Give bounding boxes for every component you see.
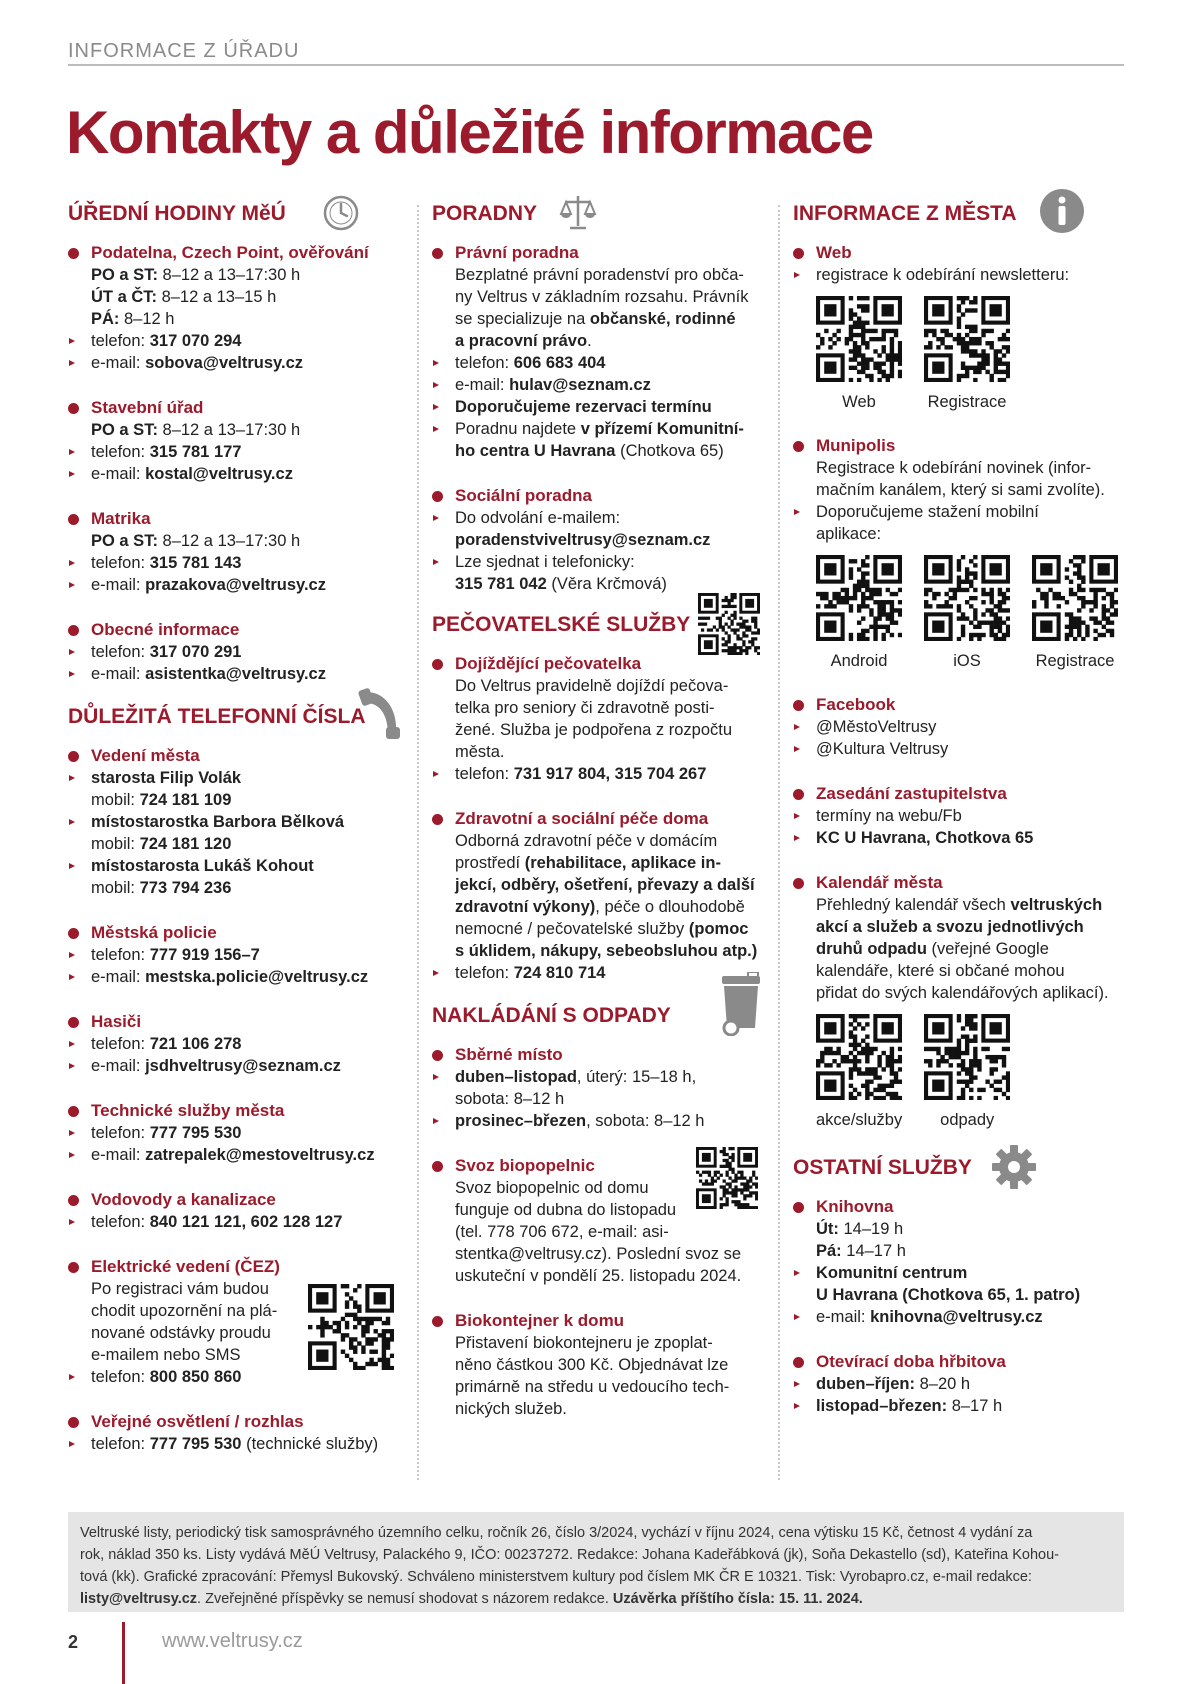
web-qr-code[interactable] (816, 296, 902, 382)
block-title: Facebook (793, 694, 1127, 716)
svoz-block: Svoz biopopelnic Svoz biopopelnic od domu funguje od dubna do listopadu (tel. 778 706 672, e-mail: asi- stentka@veltrusy.cz). Poslední svoz se uskuteční v pondělí 25. listopadu 2024. (432, 1155, 768, 1287)
block-title: Sociální poradna (432, 485, 768, 507)
akce-qr-code[interactable] (816, 1014, 902, 1100)
zdravotni-block: Zdravotní a sociální péče doma Odborná zdravotní péče v domácím prostředí (rehabilitace, aplikace in- jekcí, odběry, ošetření, převazy a další zdravotní výkony), péče o dlouhodobě nemocné / pečovatelské služby (pomoc s úklidem, nákupy, sebeobsluhou atp.) telefon: 724 810 714 (432, 808, 768, 984)
phone-number: 777 795 530 (149, 1124, 242, 1142)
socialni-block: Sociální poradna Do odvolání e-mailem: poradenstviveltrusy@seznam.cz Lze sjednat i telefonicky: 315 781 042 (Věra Krčmová) (432, 485, 768, 595)
policie-block: Městská policie telefon: 777 919 156–7 e-mail: mestska.policie@veltrusy.cz (68, 922, 408, 988)
podatelna-block: Podatelna, Czech Point, ověřování PO a ST: 8–12 a 13–17:30 h ÚT a ČT: 8–12 a 13–15 h PÁ: 8–12 h telefon: 317 070 294 e-mail: sobova@veltrusy.cz (68, 242, 408, 374)
page-number: 2 (68, 1632, 79, 1652)
block-title: Otevírací doba hřbitova (793, 1351, 1127, 1373)
phone-number: 606 683 404 (513, 354, 606, 372)
section-label: INFORMACE Z ÚŘADU (68, 40, 300, 62)
website-link[interactable]: www.veltrusy.cz (162, 1630, 303, 1652)
column-divider (778, 205, 780, 1480)
trash-bin-icon (718, 972, 764, 1048)
block-title: Obecné informace (68, 619, 408, 641)
block-title: Hasiči (68, 1011, 408, 1033)
phone-number: 724 181 109 (139, 791, 232, 809)
phone-number: 315 781 177 (149, 443, 242, 461)
section-heading: ÚŘEDNÍ HODINY MěÚ (68, 196, 408, 232)
phone-number: 800 850 860 (149, 1368, 242, 1386)
android-qr-code[interactable] (816, 555, 902, 641)
scales-icon (558, 192, 598, 244)
block-title: Vedení města (68, 745, 408, 767)
phone-number: 721 106 278 (149, 1035, 242, 1053)
ios-qr-code[interactable] (924, 555, 1010, 641)
header-divider (68, 64, 1124, 66)
clock-icon (322, 194, 360, 244)
pravni-block: Právní poradna Bezplatné právní poradenství pro obča- ny Veltrus v základním rozsahu. Právník se specializuje na občanské, rodinné a pracovní právo. telefon: 606 683 404 e-mail: hulav@seznam.cz Doporučujeme rezervaci termínu Poradnu najdete v přízemí Komunitní- ho centra U Havrana (Chotkova 65) (432, 242, 768, 462)
block-title: Veřejné osvětlení / rozhlas (68, 1411, 408, 1433)
web-block: Web registrace k odebírání newsletteru: Web Registrace (793, 242, 1127, 412)
obecne-block: Obecné informace telefon: 317 070 291 e-mail: asistentka@veltrusy.cz (68, 619, 408, 685)
block-title: Zasedání zastupitelstva (793, 783, 1127, 805)
facebook-block (793, 694, 1127, 760)
block-title: Technické služby města (68, 1100, 408, 1122)
email-link[interactable]: sobova@veltrusy.cz (145, 354, 304, 372)
column-services (432, 196, 768, 1420)
phone-handset-icon (358, 685, 402, 753)
odpady-qr-code[interactable] (924, 1014, 1010, 1100)
phone-number: 724 810 714 (513, 964, 606, 982)
block-title: Web (793, 242, 1127, 264)
section-heading: PORADNY (432, 196, 768, 232)
phone-number: 317 070 291 (149, 643, 242, 661)
facebook-link[interactable]: @Kultura Veltrusy (793, 738, 1127, 760)
phone-number: 317 070 294 (149, 332, 242, 350)
email-link[interactable]: mestska.policie@veltrusy.cz (145, 968, 369, 986)
section-heading: INFORMACE Z MĚSTA (793, 196, 1127, 232)
email-link[interactable]: kostal@veltrusy.cz (145, 465, 293, 483)
column-divider (417, 205, 419, 1480)
block-title: Zdravotní a sociální péče doma (432, 808, 768, 830)
biokontejner-block: Biokontejner k domu Přistavení biokontejneru je zpoplat- něno částkou 300 Kč. Objednávat lze primárně na středu u vedoucího tech- nických služeb. (432, 1310, 768, 1420)
email-link[interactable]: prazakova@veltrusy.cz (145, 576, 326, 594)
knihovna-block: Knihovna Út: 14–19 h Pá: 14–17 h Komunitní centrum U Havrana (Chotkova 65, 1. patro) e-mail: knihovna@veltrusy.cz (793, 1196, 1127, 1328)
column-info (793, 196, 1127, 1417)
section-heading: OSTATNÍ SLUŽBY (793, 1150, 1127, 1186)
block-title: Knihovna (793, 1196, 1127, 1218)
section-heading: DŮLEŽITÁ TELEFONNÍ ČÍSLA (68, 699, 408, 735)
osvetleni-block: Veřejné osvětlení / rozhlas telefon: 777 795 530 (technické služby) (68, 1411, 408, 1455)
cez-qr-code[interactable] (308, 1284, 394, 1375)
block-title: Matrika (68, 508, 408, 530)
email-link[interactable]: knihovna@veltrusy.cz (870, 1308, 1043, 1326)
phone-number: 777 919 156–7 (149, 946, 260, 964)
footer-accent-bar (122, 1622, 125, 1684)
imprint-box: Veltruské listy, periodický tisk samosprávného územního celku, ročník 26, číslo 3/2024, vychází v říjnu 2024, cena výtisku 15 Kč, četnost 4 vydání za rok, náklad 350 ks. Listy vydává MěÚ Veltrusy, Palackého 9, IČO: 00237272. Redakce: Johana Kadeřábková (jk), Soňa Dekastello (sd), Kateřina Kohou- tová (kk). Grafické zpracování: Přemysl Bukovský. Schváleno ministerstvem kultury pod číslem MK ČR E 10321. Tisk: Vyrobapro.cz, e-mail redakce: listy@veltrusy.cz. Zveřejněné příspěvky se nemusí shodovat s názorem redakce. Uzávěrka příštího čísla: 15. 11. 2024. (68, 1512, 1124, 1612)
stavebni-block: Stavební úřad PO a ST: 8–12 a 13–17:30 h telefon: 315 781 177 e-mail: kostal@veltrusy.cz (68, 397, 408, 485)
block-title: Vodovody a kanalizace (68, 1189, 408, 1211)
gear-icon (991, 1144, 1037, 1202)
block-title: Městská policie (68, 922, 408, 944)
email-link[interactable]: asistentka@veltrusy.cz (145, 665, 326, 683)
munipolis-registrace-qr-code[interactable] (1032, 555, 1118, 641)
cez-block: Elektrické vedení (ČEZ) Po registraci vám budou chodit upozornění na plá- nované odstávky proudu e-mailem nebo SMS telefon: 800 850 860 (68, 1256, 408, 1388)
email-link[interactable]: poradenstviveltrusy@seznam.cz (455, 531, 711, 549)
email-link[interactable]: listy@veltrusy.cz (80, 1591, 198, 1607)
email-link[interactable]: jsdhveltrusy@seznam.cz (145, 1057, 341, 1075)
block-title: Kalendář města (793, 872, 1127, 894)
phone-number: 315 781 042 (455, 575, 547, 593)
phone-number: 315 781 143 (149, 554, 242, 572)
vodovody-block: Vodovody a kanalizace telefon: 840 121 121, 602 128 127 (68, 1189, 408, 1233)
svoz-qr-code[interactable] (696, 1147, 758, 1214)
technicke-block: Technické služby města telefon: 777 795 530 e-mail: zatrepalek@mestoveltrusy.cz (68, 1100, 408, 1166)
sberne-block: Sběrné místo duben–listopad, úterý: 15–18 h, sobota: 8–12 h prosinec–březen, sobota: 8–12 h (432, 1044, 768, 1132)
email-link[interactable]: zatrepalek@mestoveltrusy.cz (145, 1146, 375, 1164)
block-title: Dojíždějící pečovatelka (432, 653, 768, 675)
facebook-link[interactable]: @MěstoVeltrusy (793, 716, 1127, 738)
matrika-block: Matrika PO a ST: 8–12 a 13–17:30 h telefon: 315 781 143 e-mail: prazakova@veltrusy.cz (68, 508, 408, 596)
block-title: Biokontejner k domu (432, 1310, 768, 1332)
block-title: Právní poradna (432, 242, 768, 264)
section-heading: PEČOVATELSKÉ SLUŽBY (432, 607, 768, 643)
phone-number: 731 917 804, 315 704 267 (513, 765, 707, 783)
zasedani-block: Zasedání zastupitelstva termíny na webu/Fb KC U Havrana, Chotkova 65 (793, 783, 1127, 849)
block-title: Svoz biopopelnic (432, 1155, 768, 1177)
info-icon (1039, 188, 1085, 246)
kalendar-block: Kalendář města Přehledný kalendář všech veltruských akcí a služeb a svozu jednotlivých druhů odpadu (veřejné Google kalendáře, které si občané mohou přidat do svých kalendářových aplikací). akce/služby odpady (793, 872, 1127, 1130)
phone-number: 777 795 530 (149, 1435, 242, 1453)
munipolis-block: Munipolis Registrace k odebírání novinek (infor- mačním kanálem, který si sami zvolíte). Doporučujeme stažení mobilní aplikace: Android iOS Registrace (793, 435, 1127, 671)
block-title: Munipolis (793, 435, 1127, 457)
block-title: Sběrné místo (432, 1044, 768, 1066)
dojizdejici-block: Dojíždějící pečovatelka Do Veltrus pravidelně dojíždí pečova- telka pro seniory či zdravotně posti- žené. Služba je podpořena z rozpočtu města. telefon: 731 917 804, 315 704 267 (432, 653, 768, 785)
vedeni-block: Vedení města starosta Filip Volák mobil: 724 181 109 místostarostka Barbora Bělková mobil: 724 181 120 místostarosta Lukáš Kohout mobil: 773 794 236 (68, 745, 408, 899)
section-heading: NAKLÁDÁNÍ S ODPADY (432, 998, 768, 1034)
block-title: Podatelna, Czech Point, ověřování (68, 242, 408, 264)
email-link[interactable]: hulav@seznam.cz (509, 376, 651, 394)
hasici-block: Hasiči telefon: 721 106 278 e-mail: jsdhveltrusy@seznam.cz (68, 1011, 408, 1077)
registrace-qr-code[interactable] (924, 296, 1010, 382)
page-title: Kontakty a důležité informace (66, 99, 873, 166)
phone-number: 773 794 236 (139, 879, 232, 897)
phone-number: 840 121 121, 602 128 127 (149, 1213, 343, 1231)
column-office (68, 196, 408, 1455)
block-title: Stavební úřad (68, 397, 408, 419)
block-title: Elektrické vedení (ČEZ) (68, 1256, 408, 1278)
phone-number: 724 181 120 (139, 835, 232, 853)
hrbitov-block: Otevírací doba hřbitova duben–říjen: 8–20 h listopad–březen: 8–17 h (793, 1351, 1127, 1417)
